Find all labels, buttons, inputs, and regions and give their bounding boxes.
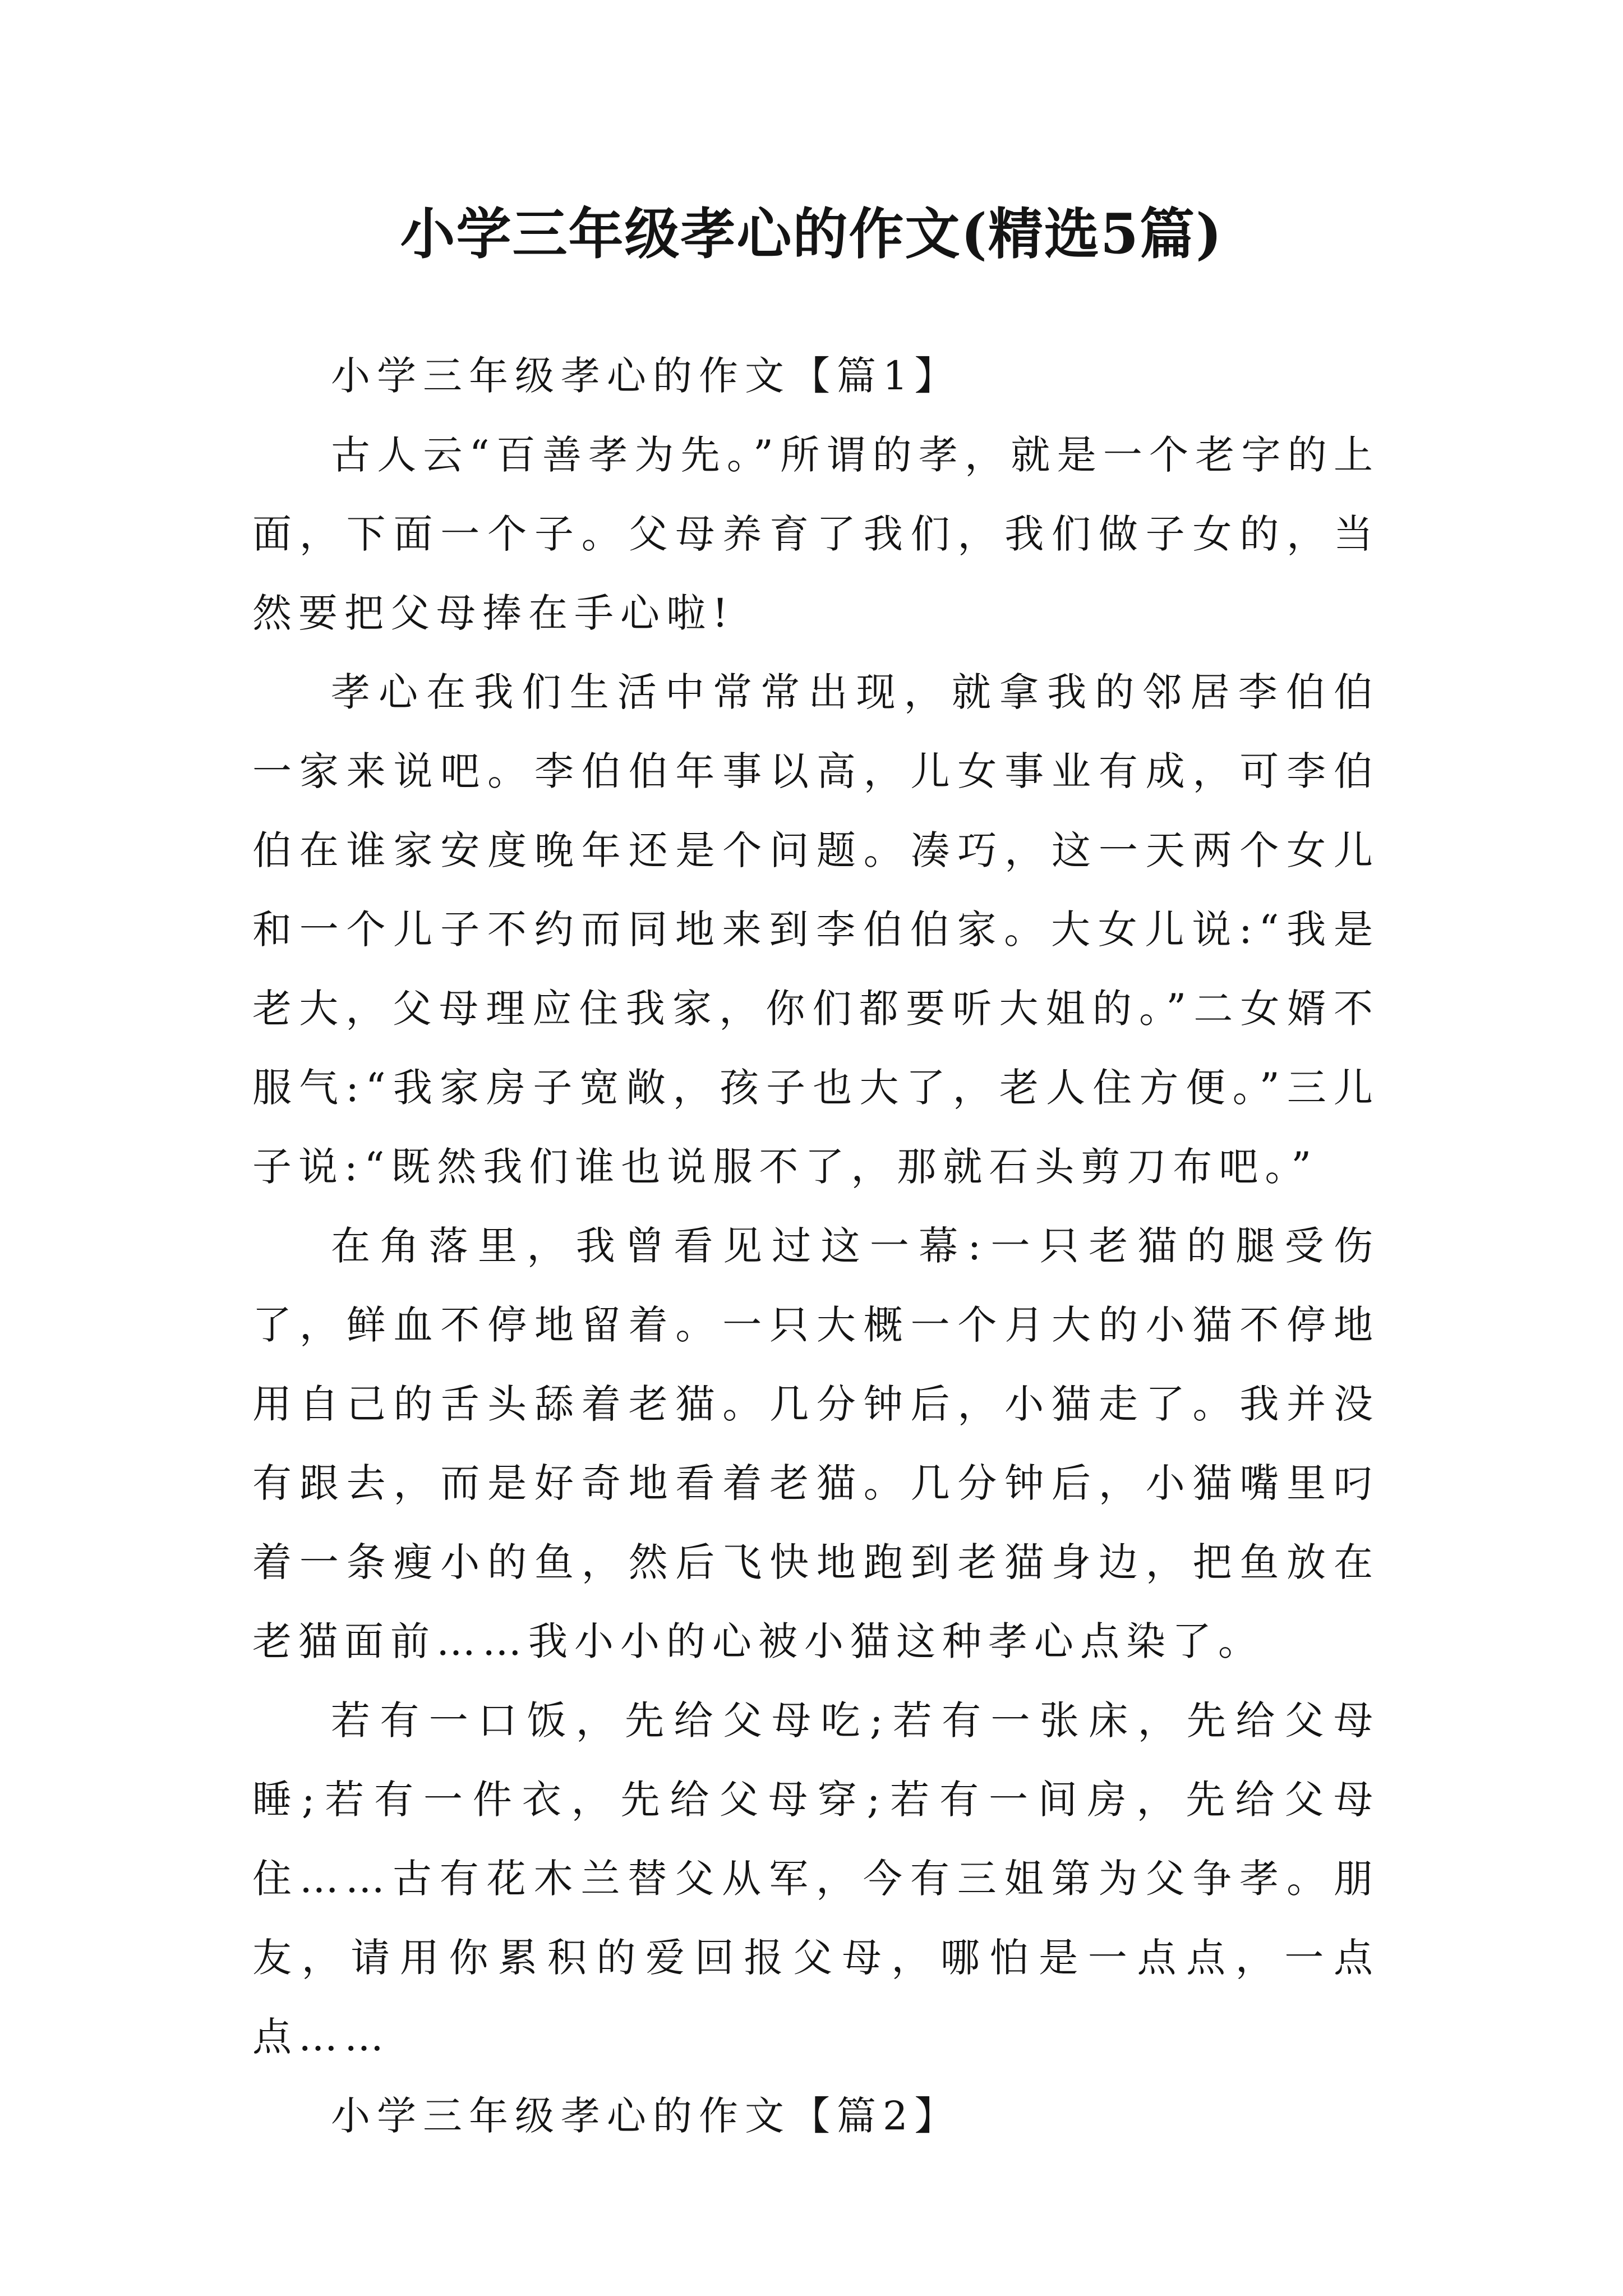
section-heading-1: 小学三年级孝心的作文【篇1】 — [331, 353, 961, 399]
paragraph: 在角落里，我曾看见过这一幕:一只老猫的腿受伤了，鲜血不停地留着。一只大概一个月大的小猫不停地用自己的舌头舔着老猫。几分钟后，小猫走了。我并没有跟去，而是好奇地看着老猫。几分钟后，小猫嘴里叼着一条瘦小的鱼，然后飞快地跑到老猫身边，把鱼放在老猫面前……我小小的心被小猫这种孝心点染了。 — [252, 1223, 1380, 1664]
document-title: 小学三年级孝心的作文(精选5篇) — [400, 202, 1223, 266]
paragraph: 古人云“百善孝为先。”所谓的孝，就是一个老字的上面，下面一个子。父母养育了我们，我们做子女的，当然要把父母捧在手心啦! — [252, 432, 1380, 636]
paragraph: 若有一口饭，先给父母吃;若有一张床，先给父母睡;若有一件衣，先给父母穿;若有一间房，先给父母住……古有花木兰替父从军，今有三姐第为父争孝。朋友，请用你累积的爱回报父母，哪怕是一点点，一点点…… — [252, 1697, 1380, 2060]
paragraph: 孝心在我们生活中常常出现，就拿我的邻居李伯伯一家来说吧。李伯伯年事以高，儿女事业有成，可李伯伯在谁家安度晚年还是个问题。凑巧，这一天两个女儿和一个儿子不约而同地来到李伯伯家。大女儿说:“我是老大，父母理应住我家，你们都要听大姐的。”二女婿不服气:“我家房子宽敞，孩子也大了，老人住方便。”三儿子说:“既然我们谁也说服不了，那就石头剪刀布吧。” — [252, 669, 1380, 1190]
section-heading-2: 小学三年级孝心的作文【篇2】 — [331, 2093, 961, 2139]
document-body — [252, 337, 1380, 2156]
